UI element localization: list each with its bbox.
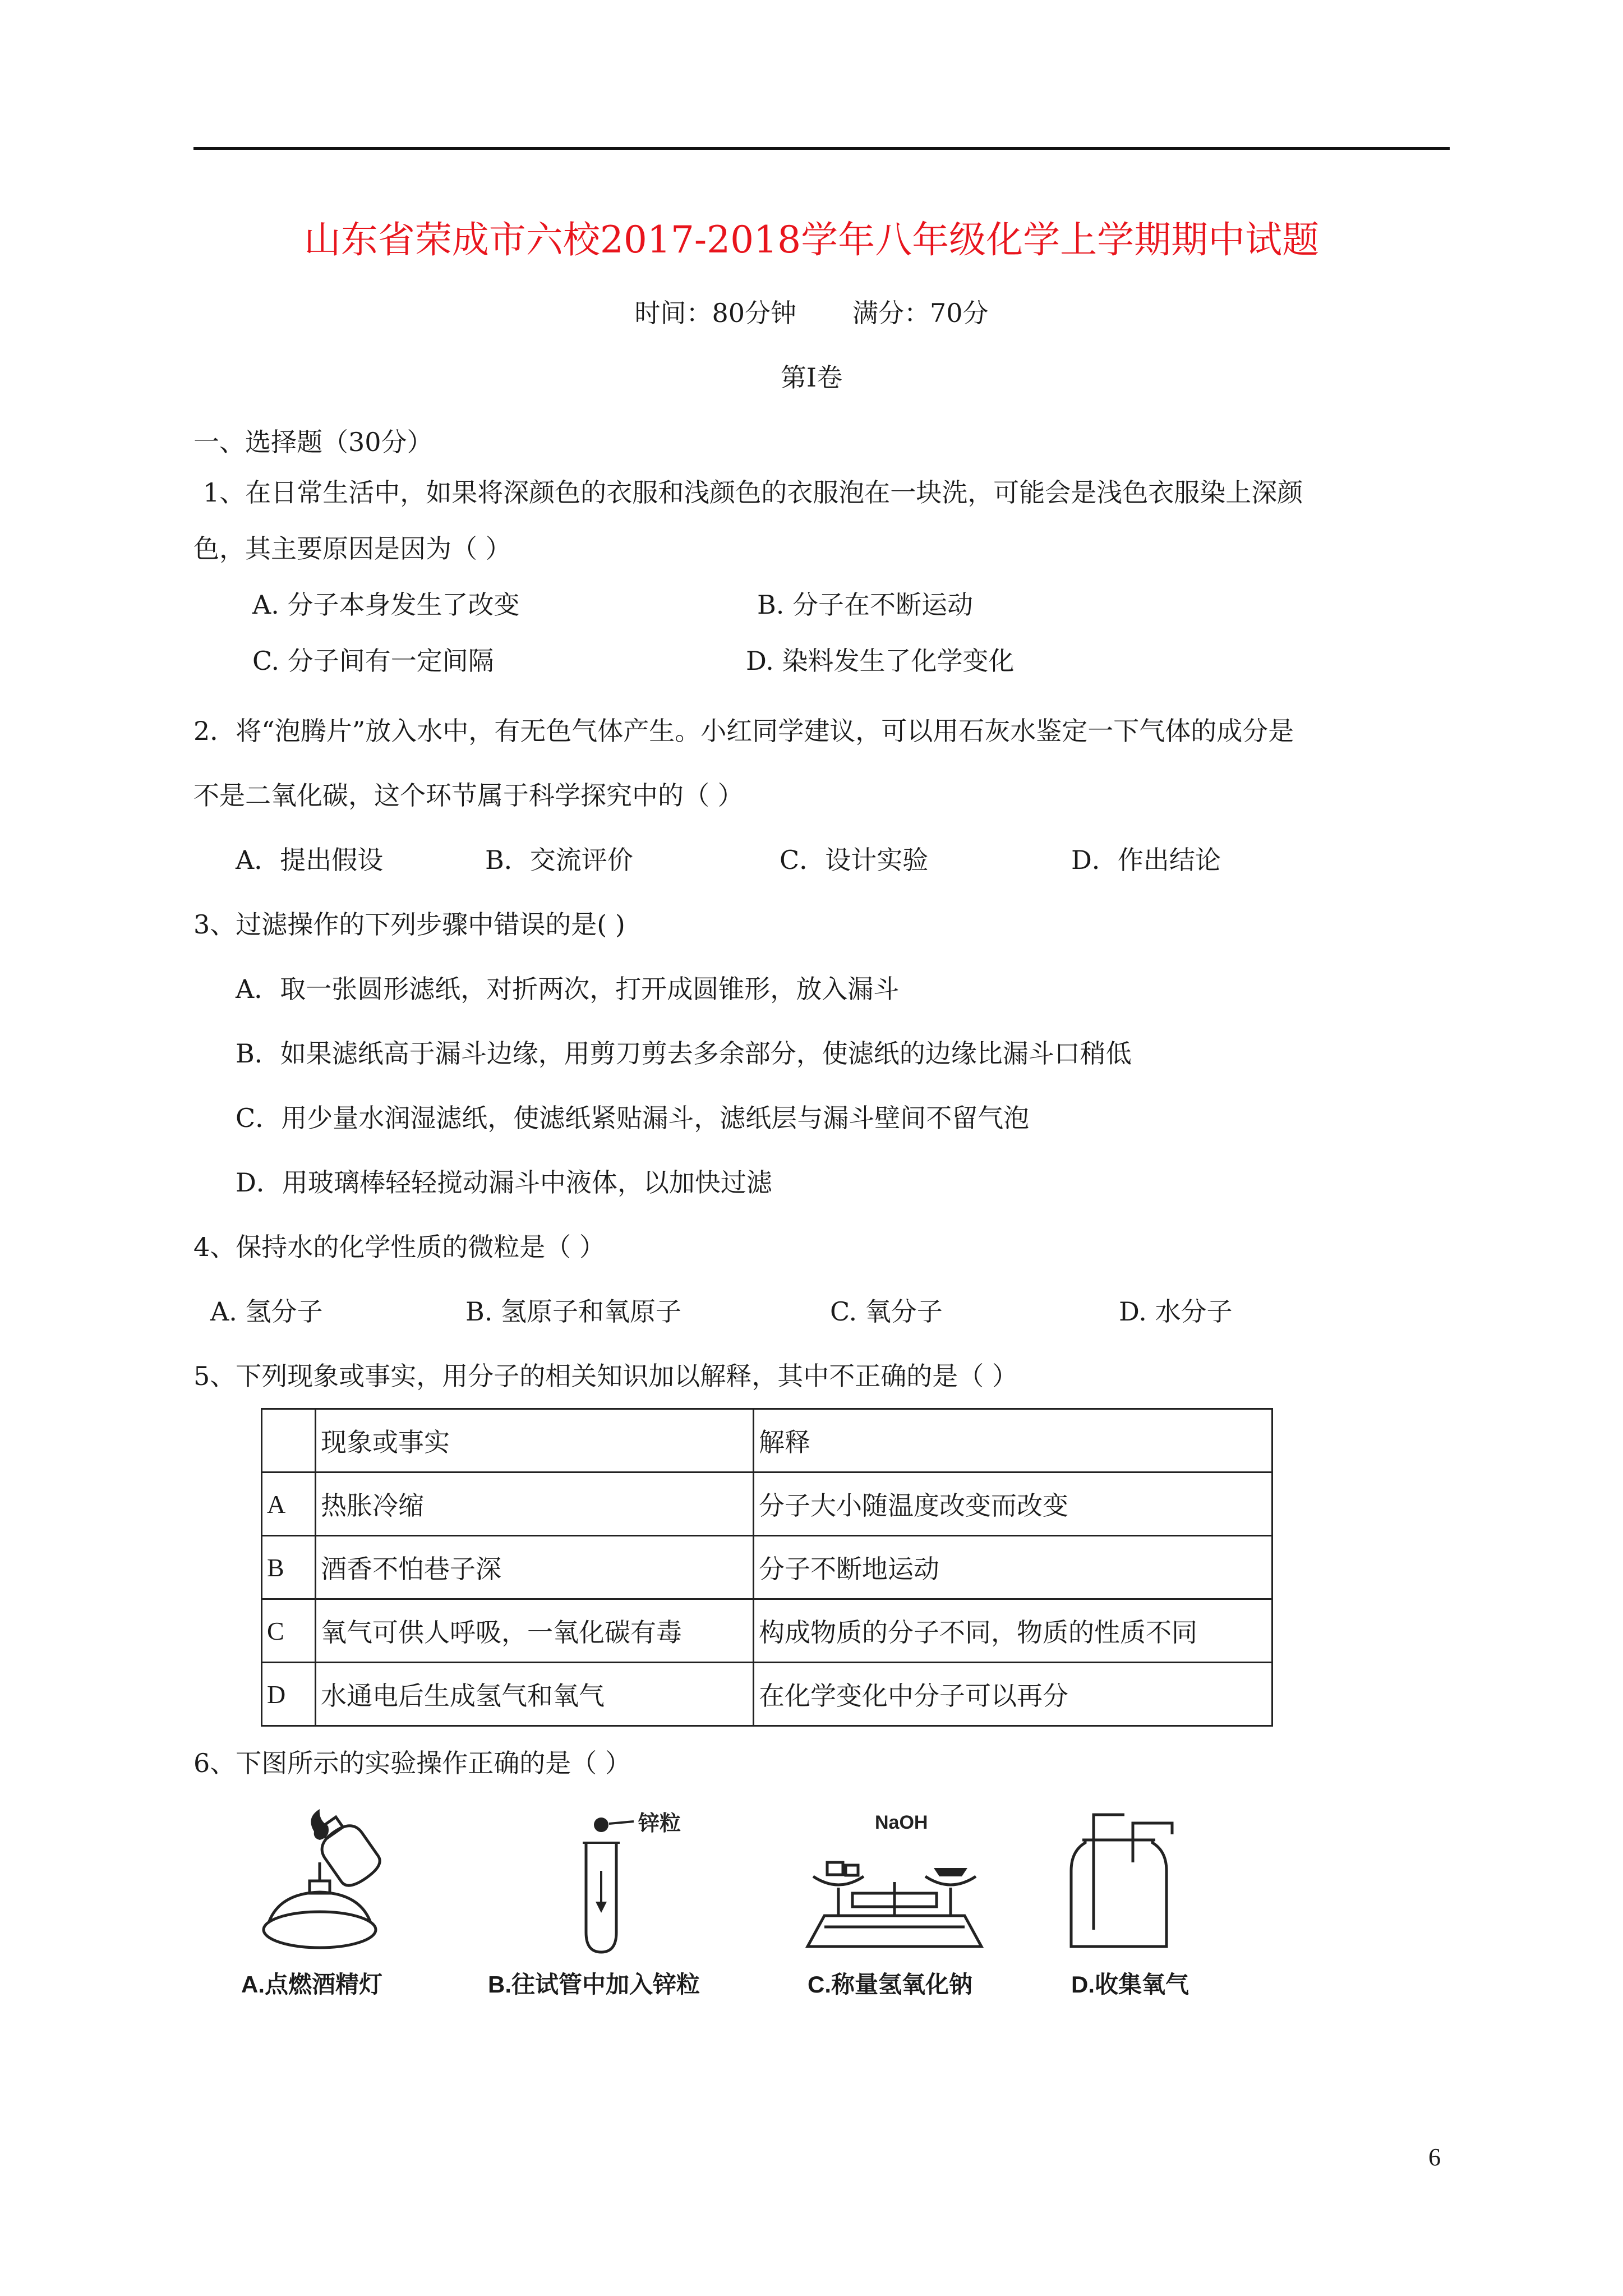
table-cell: 酒香不怕巷子深 — [316, 1536, 754, 1599]
table-cell: C — [262, 1599, 316, 1663]
table-header-cell — [262, 1409, 316, 1473]
table-cell: B — [262, 1536, 316, 1599]
test-tube-figure — [566, 1809, 723, 1955]
table-cell: 分子不断地运动 — [754, 1536, 1272, 1599]
table-row — [262, 1663, 1272, 1726]
q4-stem: 4、保持水的化学性质的微粒是（ ） — [193, 1232, 605, 1262]
q2-option-d: D．作出结论 — [1071, 845, 1221, 875]
table-cell: 在化学变化中分子可以再分 — [754, 1663, 1272, 1726]
table-header-cell: 解释 — [754, 1409, 1272, 1473]
figure-caption-c: C.称量氢氧化钠 — [808, 1971, 973, 1998]
table-cell: 热胀冷缩 — [316, 1473, 754, 1536]
q4-option-c: C. 氧分子 — [830, 1296, 943, 1327]
q1-stem-line2: 色，其主要原因是因为（ ） — [193, 533, 511, 564]
page-title: 山东省荣成市六校2017-2018学年八年级化学上学期期中试题 — [303, 218, 1320, 261]
q2-option-a: A．提出假设 — [236, 845, 384, 875]
q4-option-d: D. 水分子 — [1119, 1296, 1233, 1327]
volume-label: 第Ⅰ卷 — [780, 362, 843, 393]
balance-figure — [802, 1809, 987, 1955]
header-rule — [193, 147, 1450, 150]
table-row — [262, 1473, 1272, 1536]
q2-stem-line2: 不是二氧化碳，这个环节属于科学探究中的（ ） — [193, 780, 744, 811]
alcohol-lamp-figure — [247, 1809, 437, 1955]
table-cell: 构成物质的分子不同，物质的性质不同 — [754, 1599, 1272, 1663]
table-cell: D — [262, 1663, 316, 1726]
q3-option-d: D．用玻璃棒轻轻搅动漏斗中液体，以加快过滤 — [236, 1167, 772, 1198]
q3-option-c: C．用少量水润湿滤纸，使滤纸紧贴漏斗，滤纸层与漏斗壁间不留气泡 — [236, 1103, 1030, 1133]
table-cell: 分子大小随温度改变而改变 — [754, 1473, 1272, 1536]
q5-stem: 5、下列现象或事实，用分子的相关知识加以解释，其中不正确的是（ ） — [193, 1361, 1018, 1391]
table-cell: 氧气可供人呼吸，一氧化碳有毒 — [316, 1599, 754, 1663]
figure-caption-b: B.往试管中加入锌粒 — [488, 1971, 700, 1998]
explanation-table — [261, 1408, 1273, 1727]
table-header-cell: 现象或事实 — [316, 1409, 754, 1473]
q3-option-b: B．如果滤纸高于漏斗边缘，用剪刀剪去多余部分，使滤纸的边缘比漏斗口稍低 — [236, 1038, 1132, 1069]
q3-stem: 3、过滤操作的下列步骤中错误的是( ) — [193, 909, 625, 940]
gas-bottle-figure — [1060, 1809, 1189, 1955]
table-row — [262, 1599, 1272, 1663]
page-number: 6 — [1428, 2143, 1441, 2171]
q4-option-b: B. 氢原子和氧原子 — [465, 1296, 682, 1327]
q1-stem-line1: 1、在日常生活中，如果将深颜色的衣服和浅颜色的衣服泡在一块洗，可能会是浅色衣服染上深颜 — [203, 477, 1303, 508]
exam-score: 满分：70分 — [852, 298, 989, 328]
q1-option-b: B. 分子在不断运动 — [757, 590, 974, 620]
figure-caption-a: A.点燃酒精灯 — [241, 1971, 383, 1998]
table-header-row — [262, 1409, 1272, 1473]
q2-option-b: B．交流评价 — [485, 845, 633, 875]
q2-stem-line1: 2．将“泡腾片”放入水中，有无色气体产生。小红同学建议，可以用石灰水鉴定一下气体的成分是 — [193, 716, 1294, 746]
table-cell: A — [262, 1473, 316, 1536]
q6-stem: 6、下图所示的实验操作正确的是（ ） — [193, 1748, 631, 1778]
q3-option-a: A．取一张圆形滤纸，对折两次，打开成圆锥形，放入漏斗 — [236, 974, 900, 1004]
q4-option-a: A. 氢分子 — [210, 1296, 323, 1327]
q1-option-a: A. 分子本身发生了改变 — [252, 590, 520, 620]
figure-caption-d: D.收集氧气 — [1071, 1971, 1189, 1998]
q1-option-c: C. 分子间有一定间隔 — [252, 646, 494, 676]
section-heading: 一、选择题（30分） — [193, 427, 433, 457]
zinc-label: 锌粒 — [638, 1812, 681, 1835]
table-row — [262, 1536, 1272, 1599]
table-cell: 水通电后生成氢气和氧气 — [316, 1663, 754, 1726]
q2-option-c: C．设计实验 — [780, 845, 929, 875]
exam-time: 时间：80分钟 — [634, 298, 796, 328]
exam-info — [0, 297, 1623, 329]
naoh-label: NaOH — [875, 1812, 928, 1833]
q1-option-d: D. 染料发生了化学变化 — [746, 646, 1015, 676]
